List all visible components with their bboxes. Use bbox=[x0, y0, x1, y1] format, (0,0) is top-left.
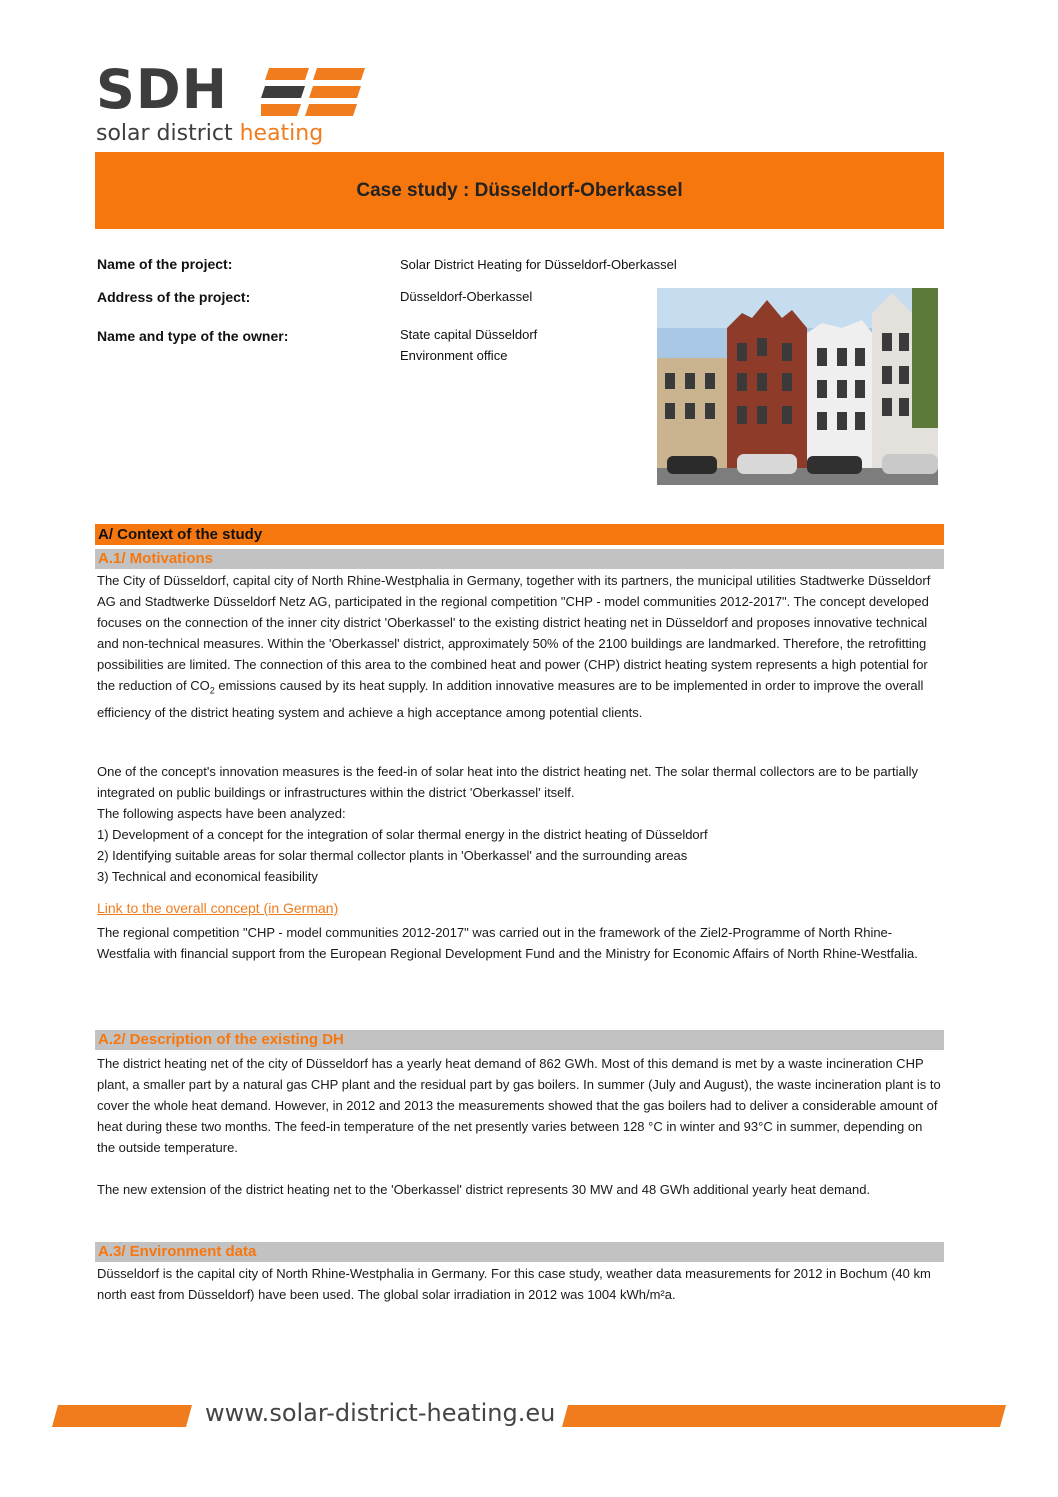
a1-paragraph-3: The following aspects have been analyzed: bbox=[97, 806, 346, 821]
section-a2-heading: A.2/ Description of the existing DH bbox=[95, 1030, 944, 1050]
project-name-label: Name of the project: bbox=[97, 256, 233, 272]
a1-paragraph-4: The regional competition "CHP - model communities 2012-2017" was carried out in the framework of the Ziel2-Programme of North Rhine-Westfalia with financial support from the European Regional Development Fund and the Ministry for Economic Affairs of North Rhine-Westfalia. bbox=[97, 925, 918, 961]
a1-list-item: 2) Identifying suitable areas for solar thermal collector plants in 'Oberkassel' and the surrounding areas bbox=[97, 848, 688, 863]
sdh-logo bbox=[96, 58, 376, 152]
a1-paragraph-2: One of the concept's innovation measures is the feed-in of solar heat into the district heating net. The solar thermal collectors are to be partially integrated on public buildings or infrastructures within the district 'Oberkassel' itself. bbox=[97, 764, 918, 800]
section-a3-heading: A.3/ Environment data bbox=[95, 1242, 944, 1262]
title-bar bbox=[95, 152, 944, 229]
section-a-heading: A/ Context of the study bbox=[95, 524, 944, 545]
page-title: Case study : Düsseldorf-Oberkassel bbox=[356, 179, 683, 201]
a3-paragraph-1: Düsseldorf is the capital city of North Rhine-Westphalia in Germany. For this case study, weather data measurements for 2012 in Bochum (40 km north east from Düsseldorf) have been used. The global solar irradiation in 2012 was 1004 kWh/m²a. bbox=[97, 1266, 931, 1302]
a2-paragraph-2: The new extension of the district heating net to the 'Oberkassel' district represents 30 MW and 48 GWh additional yearly heat demand. bbox=[97, 1182, 871, 1197]
footer-left-bar-icon bbox=[52, 1405, 192, 1427]
project-name-value: Solar District Heating for Düsseldorf-Oberkassel bbox=[400, 257, 677, 272]
overall-concept-link[interactable]: Link to the overall concept (in German) bbox=[97, 900, 339, 916]
townhouses-photo bbox=[657, 288, 938, 485]
logo-subtitle: solar district heating bbox=[96, 121, 324, 146]
project-owner-value: State capital Düsseldorf Environment office bbox=[400, 327, 538, 363]
project-address-value: Düsseldorf-Oberkassel bbox=[400, 289, 533, 304]
footer-url[interactable]: www.solar-district-heating.eu bbox=[205, 1399, 556, 1427]
logo-bars-icon bbox=[261, 66, 371, 118]
project-owner-label: Name and type of the owner: bbox=[97, 328, 289, 344]
footer-right-bar-icon bbox=[562, 1405, 1006, 1427]
a1-list-item: 3) Technical and economical feasibility bbox=[97, 869, 318, 884]
logo-sdh-text: SDH bbox=[96, 58, 228, 121]
project-address-label: Address of the project: bbox=[97, 289, 251, 305]
section-a1-heading: A.1/ Motivations bbox=[95, 549, 944, 569]
a2-paragraph-1: The district heating net of the city of Düsseldorf has a yearly heat demand of 862 GWh. Most of this demand is met by a waste incineration CHP plant, a smaller part by a natural gas CHP plant and the residual part by gas boilers. In summer (July and August), the waste incineration plant is to cover the whole heat demand. However, in 2012 and 2013 the measurements showed that the gas boilers had to deliver a considerable amount of heat during these two months. The feed-in temperature of the net presently varies between 128 °C in winter and 93°C in summer, depending on the outside temperature. bbox=[97, 1056, 941, 1155]
a1-list-item: 1) Development of a concept for the integration of solar thermal energy in the district heating of Düsseldorf bbox=[97, 827, 708, 842]
a1-paragraph-1: The City of Düsseldorf, capital city of North Rhine-Westphalia in Germany, together with its partners, the municipal utilities Stadtwerke Düsseldorf AG and Stadtwerke Düsseldorf Netz AG, participated in the regional competition "CHP - model communities 2012-2017". The concept developed focuses on the connection of the inner city district 'Oberkassel' to the existing district heating net in Düsseldorf and proposes innovative technical and non-technical measures. Within the 'Oberkassel' district, approximately 50% of the 2100 buildings are landmarked. Therefore, the retrofitting possibilities are limited. The connection of this area to the combined heat and power (CHP) district heating system represents a high potential for the reduction of $CO_2$ emissions caused by its heat supply. In addition innovative measures are to be implemented in order to improve the overall efficiency of the district heating system and achieve a high acceptance among potential clients. bbox=[97, 573, 931, 720]
